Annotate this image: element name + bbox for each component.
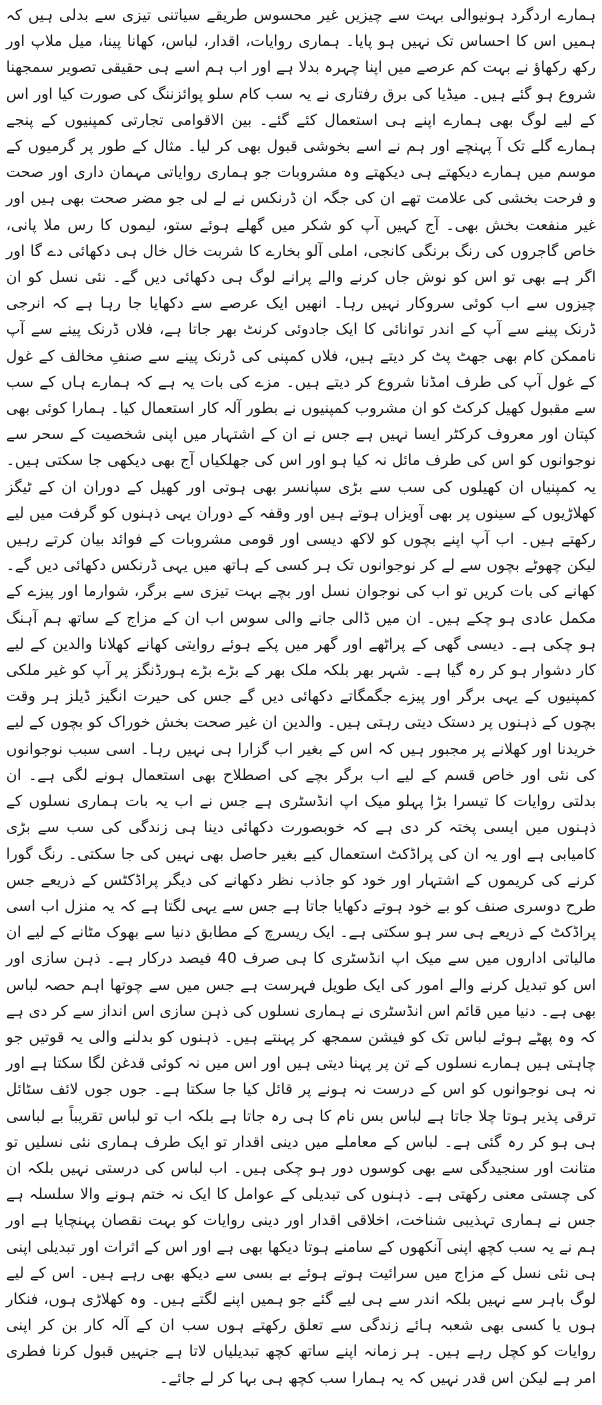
- article-paragraph: ہمارے اردگرد ہونیوالی بہت سے چیزیں غیر محسوس طریقے سیاتنی تیزی سے بدلی ہیں کہ ہمیں اس کا احساس تک نہیں ہو پایا۔ ہماری روایات، اقدار، لباس، کھانا پینا، میل ملاپ اور رکھ رکھاؤ نے بہت کم عرصے میں اپنا چہرہ بدلا ہے اور اب ہم اسے ہی حقیقی تصویر سمجھنا شروع ہو گئے ہیں۔ میڈیا کی برق رفتاری نے یہ سب کام سلو پوائزننگ کی صورت کیا اور اس کے لیے لوگ بھی ہمارے اپنے ہی استعمال کئے گئے۔ بین الاقوامی تجارتی کمپنیوں کے پنجے ہمارے گلے تک آ پہنچے اور ہم نے اسے بخوشی قبول بھی کر لیا۔ مثال کے طور پر گرمیوں کے موسم میں ہمارے دیکھتے ہی دیکھتے وہ مشروبات جو ہماری روایاتی مہمان داری اور صحت و فرحت بخشی کی علامت تھے ان کی جگہ ان ڈرنکس نے لے لی جو مضر صحت بھی ہیں اور غیر منفعت بخش بھی۔ آج کہیں آپ کو شکر میں گھلے ہوئے ستو، لیموں کا رس ملا پانی، خاص گاجروں کی رنگ برنگی کانجی، املی آلو بخارے کا شربت خال خال ہی دکھائی دے گا اور اگر ہے بھی تو اس کو نوش جاں کرنے والے پرانے لوگ ہی دکھائی دیں گے۔ نئی نسل کو ان چیزوں سے اب کوئی سروکار نہیں رہا۔ انھیں ایک عرصے سے دکھایا جا رہا ہے کہ انرجی ڈرنک پینے سے آپ کے اندر توانائی کا ایک جادوئی کرنٹ بھر جاتا ہے، فلاں ڈرنک پینے سے آپ ناممکن کام بھی جھٹ پٹ کر دیتے ہیں، فلاں کمپنی کی ڈرنک پینے سے صنفِ مخالف کے غول کے غول آپ کی طرف امڈنا شروع کر دیتے ہیں۔ مزے کی بات یہ ہے کہ ہمارے ہاں کے سب سے مقبول کھیل کرکٹ کو ان مشروب کمپنیوں نے بطور آلہ کار استعمال کیا۔ ہمارا کوئی بھی کپتان اور معروف کرکٹر ایسا نہیں ہے جس نے ان کے اشتہار میں اپنی شخصیت کے سحر سے نوجوانوں کو اس کی طرف مائل نہ کیا ہو اور اس کی جھلکیاں آج بھی دیکھی جا سکتی ہیں۔ یہ کمپنیاں ان کھیلوں کی سب سے بڑی سپانسر بھی ہوتی اور کھیل کے دوران ان کے ٹیگز کھلاڑیوں کے سینوں پر بھی آویزاں ہوتے ہیں اور وقفہ کے دوران یہی ذہنوں کو گرفت میں لیے رکھتے ہیں۔ اب آپ اپنے بچوں کو لاکھ دیسی اور قومی مشروبات کے فوائد بیان کرتے رہیں لیکن چھوٹے بچوں سے لے کر نوجوانوں تک ہر کسی کے ہاتھ میں یہی ڈرنکس دکھائی دیں گے۔ کھانے کی بات کریں تو اب کی نوجوان نسل اور بچے بہت تیزی سے برگر، شوارما اور پیزے کے مکمل عادی ہو چکے ہیں۔ ان میں ڈالی جانے والی سوس اب ان کے مزاج کے ساتھ ہم آہنگ ہو چکی ہے۔ دیسی گھی کے پراٹھے اور گھر میں پکے ہوئے روایتی کھانے کھلانا والدین کے لیے کار دشوار ہو کر رہ گیا ہے۔ شہر بھر بلکہ ملک بھر کے بڑے بڑے ہورڈنگز پر آپ کو غیر ملکی کمپنیوں کے یہی برگر اور پیزے جگمگاتے دکھائی دیں گے جس کی حیرت انگیز ڈیلز ہر وقت بچوں کے ذہنوں پر دستک دیتی رہتی ہیں۔ والدین ان غیر صحت بخش خوراک کو بچوں کے لیے خریدنا اور کھلانے پر مجبور ہیں کہ اس کے بغیر اب گزارا ہی نہیں رہا۔ اسی سبب نوجوانوں کی نئی اور خاص قسم کے لیے اب برگر بچے کی اصطلاح بھی استعمال ہونے لگی ہے۔ ان بدلتی روایات کا تیسرا بڑا پہلو میک اپ انڈسٹری ہے جس نے اب یہ بات ہماری نسلوں کے ذہنوں میں ایسی پختہ کر دی ہے کہ خوبصورت دکھائی دینا ہی زندگی کی سب سے بڑی کامیابی ہے اور یہ ان کی پراڈکٹ استعمال کیے بغیر حاصل بھی نہیں کی جا سکتی۔ رنگ گورا کرنے کی کریموں کے اشتہار اور خود کو جاذب نظر دکھانے کی دیگر پراڈکٹس کے ذریعے جس طرح دوسری صنف کو بے خود ہوتے دکھایا جاتا ہے جس سے یہی لگتا ہے کہ یہ منزل اب اسی پراڈکٹ کے ذریعے ہی سر ہو سکتی ہے۔ ایک ریسرچ کے مطابق دنیا سے بھوک مٹانے کے لیے ان مالیاتی اداروں میں سے میک اپ انڈسٹری کا ہی صرف 40 فیصد درکار ہے۔ ذہن سازی اور اس کو تبدیل کرنے والے امور کی ایک طویل فہرست ہے جس میں سے چوتھا اہم حصہ لباس بھی ہے۔ دنیا میں قائم اس انڈسٹری نے ہماری نسلوں کی ذہن سازی اس انداز سے کر دی ہے کہ وہ پھٹے ہوئے لباس تک کو فیشن سمجھ کر پہنتے ہیں۔ ذہنوں کو بدلنے والی یہ قوتیں جو چاہتی ہیں ہمارے نسلوں کے تن پر پہنا دیتی ہیں اور اس میں نہ کوئی قدغن لگا سکتا ہے اور نہ ہی نوجوانوں کو اس کے درست نہ ہونے پر قائل کیا جا سکتا ہے۔ جوں جوں لائف سٹائل ترقی پذیر ہوتا چلا جاتا ہے لباس بس نام کا ہی رہ جاتا ہے بلکہ اب تو لباس تقریباً بے لباسی ہی ہو کر رہ گئی ہے۔ لباس کے معاملے میں دینی اقدار تو ایک طرف ہماری نئی نسلیں تو متانت اور سنجیدگی سے بھی کوسوں دور ہو چکی ہیں۔ اب لباس کی درستی نہیں بلکہ ان کی چستی معنی رکھتی ہے۔ ذہنوں کی تبدیلی کے عوامل کا ایک نہ ختم ہونے والا سلسلہ ہے جس نے ہماری تہذیبی شناخت، اخلاقی اقدار اور دینی روایات کو بہت نقصان پہنچایا ہے اور ہم نے یہ سب کچھ اپنی آنکھوں کے سامنے ہوتا دیکھا بھی ہے اور اس کے اثرات اور تبدیلی اپنی ہی نئی نسل کے مزاج میں سرائیت ہوتے ہوئے بے بسی سے دیکھ بھی رہے ہیں۔ اس کے لیے لوگ باہر سے نہیں بلکہ اندر سے ہی لیے گئے جو ہمیں اپنے لگتے ہیں۔ وہ کھلاڑی ہوں، فنکار ہوں یا کسی بھی شعبہ ہائے زندگی سے تعلق رکھتے ہوں سب ان کے آلہ کار بن کر اپنی روایات کو کچل رہے ہیں۔ ہر زمانہ اپنے ساتھ کچھ تبدیلیاں لاتا ہے جنہیں قبول کرنا فطری امر ہے لیکن اس قدر نہیں کہ یہ ہمارا سب کچھ ہی بہا کر لے جائے۔: [6, 6, 597, 1387]
- article-body: [6, 2, 596, 1391]
